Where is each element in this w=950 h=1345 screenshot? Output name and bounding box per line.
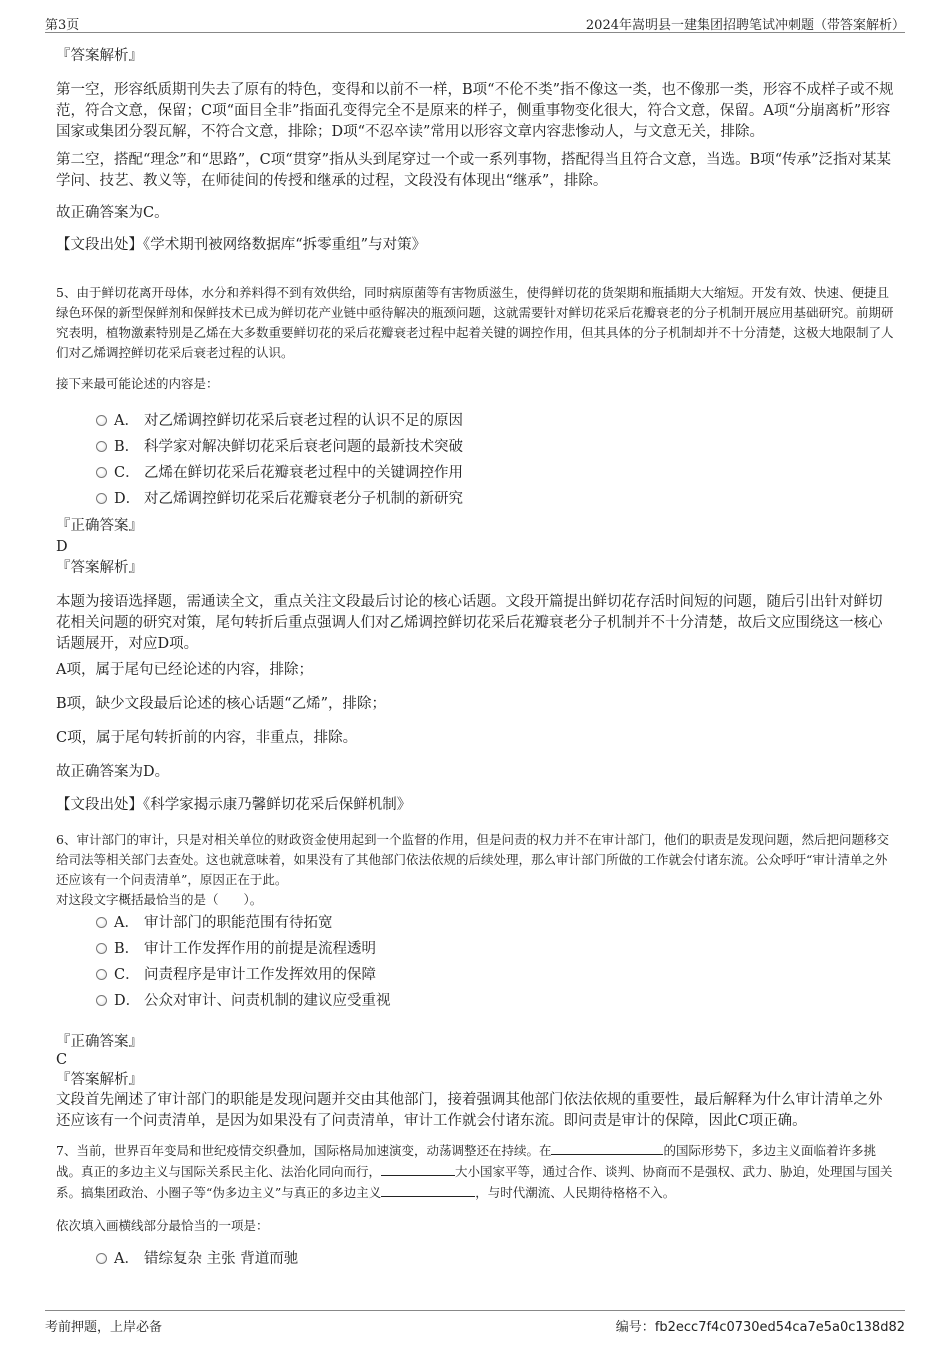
radio-button-icon[interactable]	[96, 969, 107, 980]
q5-prompt: 接下来最可能论述的内容是：	[56, 376, 219, 391]
q5-conclusion: 故正确答案为D。	[56, 764, 170, 780]
q5-stem: 5、由于鲜切花离开母体，水分和养料得不到有效供给，同时病原菌等有害物质滋生，使得鲜切花的货架期和瓶插期大大缩短。开发有效、快速、便捷且绿色环保的新型保鲜剂和保鲜技术已成为鲜切花产业链中亟待解决的瓶颈问题，这就需要针对鲜切花采后花瓣衰老的分子机制开展应用基础研究。前期研究表明，植物激素特别是乙烯在大多数重要鲜切花的采后花瓣衰老过程中起着关键的调控作用，但其具体的分子机制却并不十分清楚，这极大地限制了人们对乙烯调控鲜切花采后衰老过程的认识。	[56, 285, 894, 360]
q5-option-a[interactable]: A． 对乙烯调控鲜切花采后衰老过程的认识不足的原因	[96, 410, 463, 432]
page-header	[45, 10, 905, 33]
radio-button-icon[interactable]	[96, 493, 107, 504]
q4-analysis-paragraph-2: 第二空，搭配“理念”和“思路”，C项“贯穿”指从头到尾穿过一个或一系列事物，搭配得当且符合文意，当选。B项“传承”泛指对某某学问、技艺、教义等，在师徒间的传授和继承的过程，文段没有体现出“继承”，排除。	[56, 152, 892, 189]
q5-option-c[interactable]: C． 乙烯在鲜切花采后花瓣衰老过程中的关键调控作用	[96, 462, 463, 484]
q6-option-b[interactable]: B． 审计工作发挥作用的前提是流程透明	[96, 938, 376, 960]
radio-button-icon[interactable]	[96, 467, 107, 478]
q5-option-b[interactable]: B． 科学家对解决鲜切花采后衰老问题的最新技术突破	[96, 436, 463, 458]
q5-source: 【文段出处】《科学家揭示康乃馨鲜切花采后保鲜机制》	[56, 797, 412, 813]
radio-button-icon[interactable]	[96, 441, 107, 452]
radio-button-icon[interactable]	[96, 943, 107, 954]
q6-stem: 6、审计部门的审计，只是对相关单位的财政资金使用起到一个监督的作用，但是问责的权力并不在审计部门，他们的职责是发现问题，然后把问题移交给司法等相关部门去查处。这也就意味着，如果没有了其他部门依法依规的后续处理，那么审计部门所做的工作就会付诸东流。公众呼吁“审计清单之外还应该有一个问责清单”，原因正在于此。	[56, 832, 889, 887]
radio-button-icon[interactable]	[96, 995, 107, 1006]
radio-button-icon[interactable]	[96, 1253, 107, 1264]
q7-option-a[interactable]: A． 错综复杂 主张 背道而驰	[96, 1248, 298, 1270]
blank-2	[381, 1161, 455, 1176]
blank-1	[551, 1140, 663, 1155]
radio-button-icon[interactable]	[96, 917, 107, 928]
q6-answer-label: 『正确答案』	[56, 1034, 143, 1050]
q5-analysis-label: 『答案解析』	[56, 560, 143, 576]
q7-prompt: 依次填入画横线部分最恰当的一项是：	[56, 1218, 269, 1233]
footer-slogan: 考前押题，上岸必备	[45, 1320, 163, 1335]
q6-option-c[interactable]: C． 问责程序是审计工作发挥效用的保障	[96, 964, 376, 986]
q6-answer: C	[56, 1052, 68, 1068]
q5-analysis-c: C项，属于尾句转折前的内容，非重点，排除。	[56, 730, 358, 746]
q5-option-d[interactable]: D． 对乙烯调控鲜切花采后花瓣衰老分子机制的新研究	[96, 488, 463, 510]
q4-source: 【文段出处】《学术期刊被网络数据库“拆零重组”与对策》	[56, 237, 427, 253]
analysis-label: 『答案解析』	[56, 48, 143, 64]
q6-option-d[interactable]: D． 公众对审计、问责机制的建议应受重视	[96, 990, 391, 1012]
document-code: 编号：fb2ecc7f4c0730ed54ca7e5a0c138d82	[615, 1320, 905, 1335]
q5-answer-label: 『正确答案』	[56, 518, 143, 534]
radio-button-icon[interactable]	[96, 415, 107, 426]
q5-analysis-b: B项，缺少文段最后论述的核心话题“乙烯”，排除；	[56, 696, 386, 712]
q6-analysis-label: 『答案解析』	[56, 1072, 143, 1088]
q7-stem: 7、当前，世界百年变局和世纪疫情交织叠加，国际格局加速演变，动荡调整还在持续。在 的国际形势下，多边主义面临着许多挑战。真正的多边主义与国际关系民主化、法治化同向而行， 大小国家平等，通过合作、谈判、协商而不是强权、武力、胁迫，处理国与国关系。搞集团政治、小圈子等“伪多边主义”与真正的多边主义 ，与时代潮流、人民期待格格不入。	[56, 1140, 896, 1203]
blank-3	[381, 1182, 475, 1197]
q5-answer: D	[56, 539, 68, 555]
document-title: 2024年嵩明县一建集团招聘笔试冲刺题（带答案解析）	[585, 18, 905, 33]
q6-option-a[interactable]: A． 审计部门的职能范围有待拓宽	[96, 912, 333, 934]
q4-conclusion: 故正确答案为C。	[56, 205, 169, 221]
q6-prompt: 对这段文字概括最恰当的是（ ）。	[56, 892, 263, 907]
q6-analysis-paragraph: 文段首先阐述了审计部门的职能是发现问题并交由其他部门，接着强调其他部门依法依规的重要性，最后解释为什么审计清单之外还应该有一个问责清单，是因为如果没有了问责清单，审计工作就会付诸东流。即问责是审计的保障，因此C项正确。	[56, 1092, 883, 1129]
q5-analysis-paragraph: 本题为接语选择题，需通读全文，重点关注文段最后讨论的核心话题。文段开篇提出鲜切花存活时间短的问题，随后引出针对鲜切花相关问题的研究对策，尾句转折后重点强调人们对乙烯调控鲜切花采后花瓣衰老分子机制并不十分清楚，故后文应围绕这一核心话题展开，对应D项。	[56, 594, 883, 652]
page-footer	[45, 1310, 905, 1335]
q5-analysis-a: A项，属于尾句已经论述的内容，排除；	[56, 662, 313, 678]
page-number: 第3页	[45, 18, 80, 33]
q4-analysis-paragraph-1: 第一空，形容纸质期刊失去了原有的特色，变得和以前不一样，B项“不伦不类”指不像这一类，也不像那一类，形容不成样子或不规范，符合文意，保留；C项“面目全非”指面孔变得完全不是原来的样子，侧重事物变化很大，符合文意，保留。A项“分崩离析”形容国家或集团分裂瓦解，不符合文意，排除；D项“不忍卒读”常用以形容文章内容悲惨动人，与文意无关，排除。	[56, 82, 894, 140]
